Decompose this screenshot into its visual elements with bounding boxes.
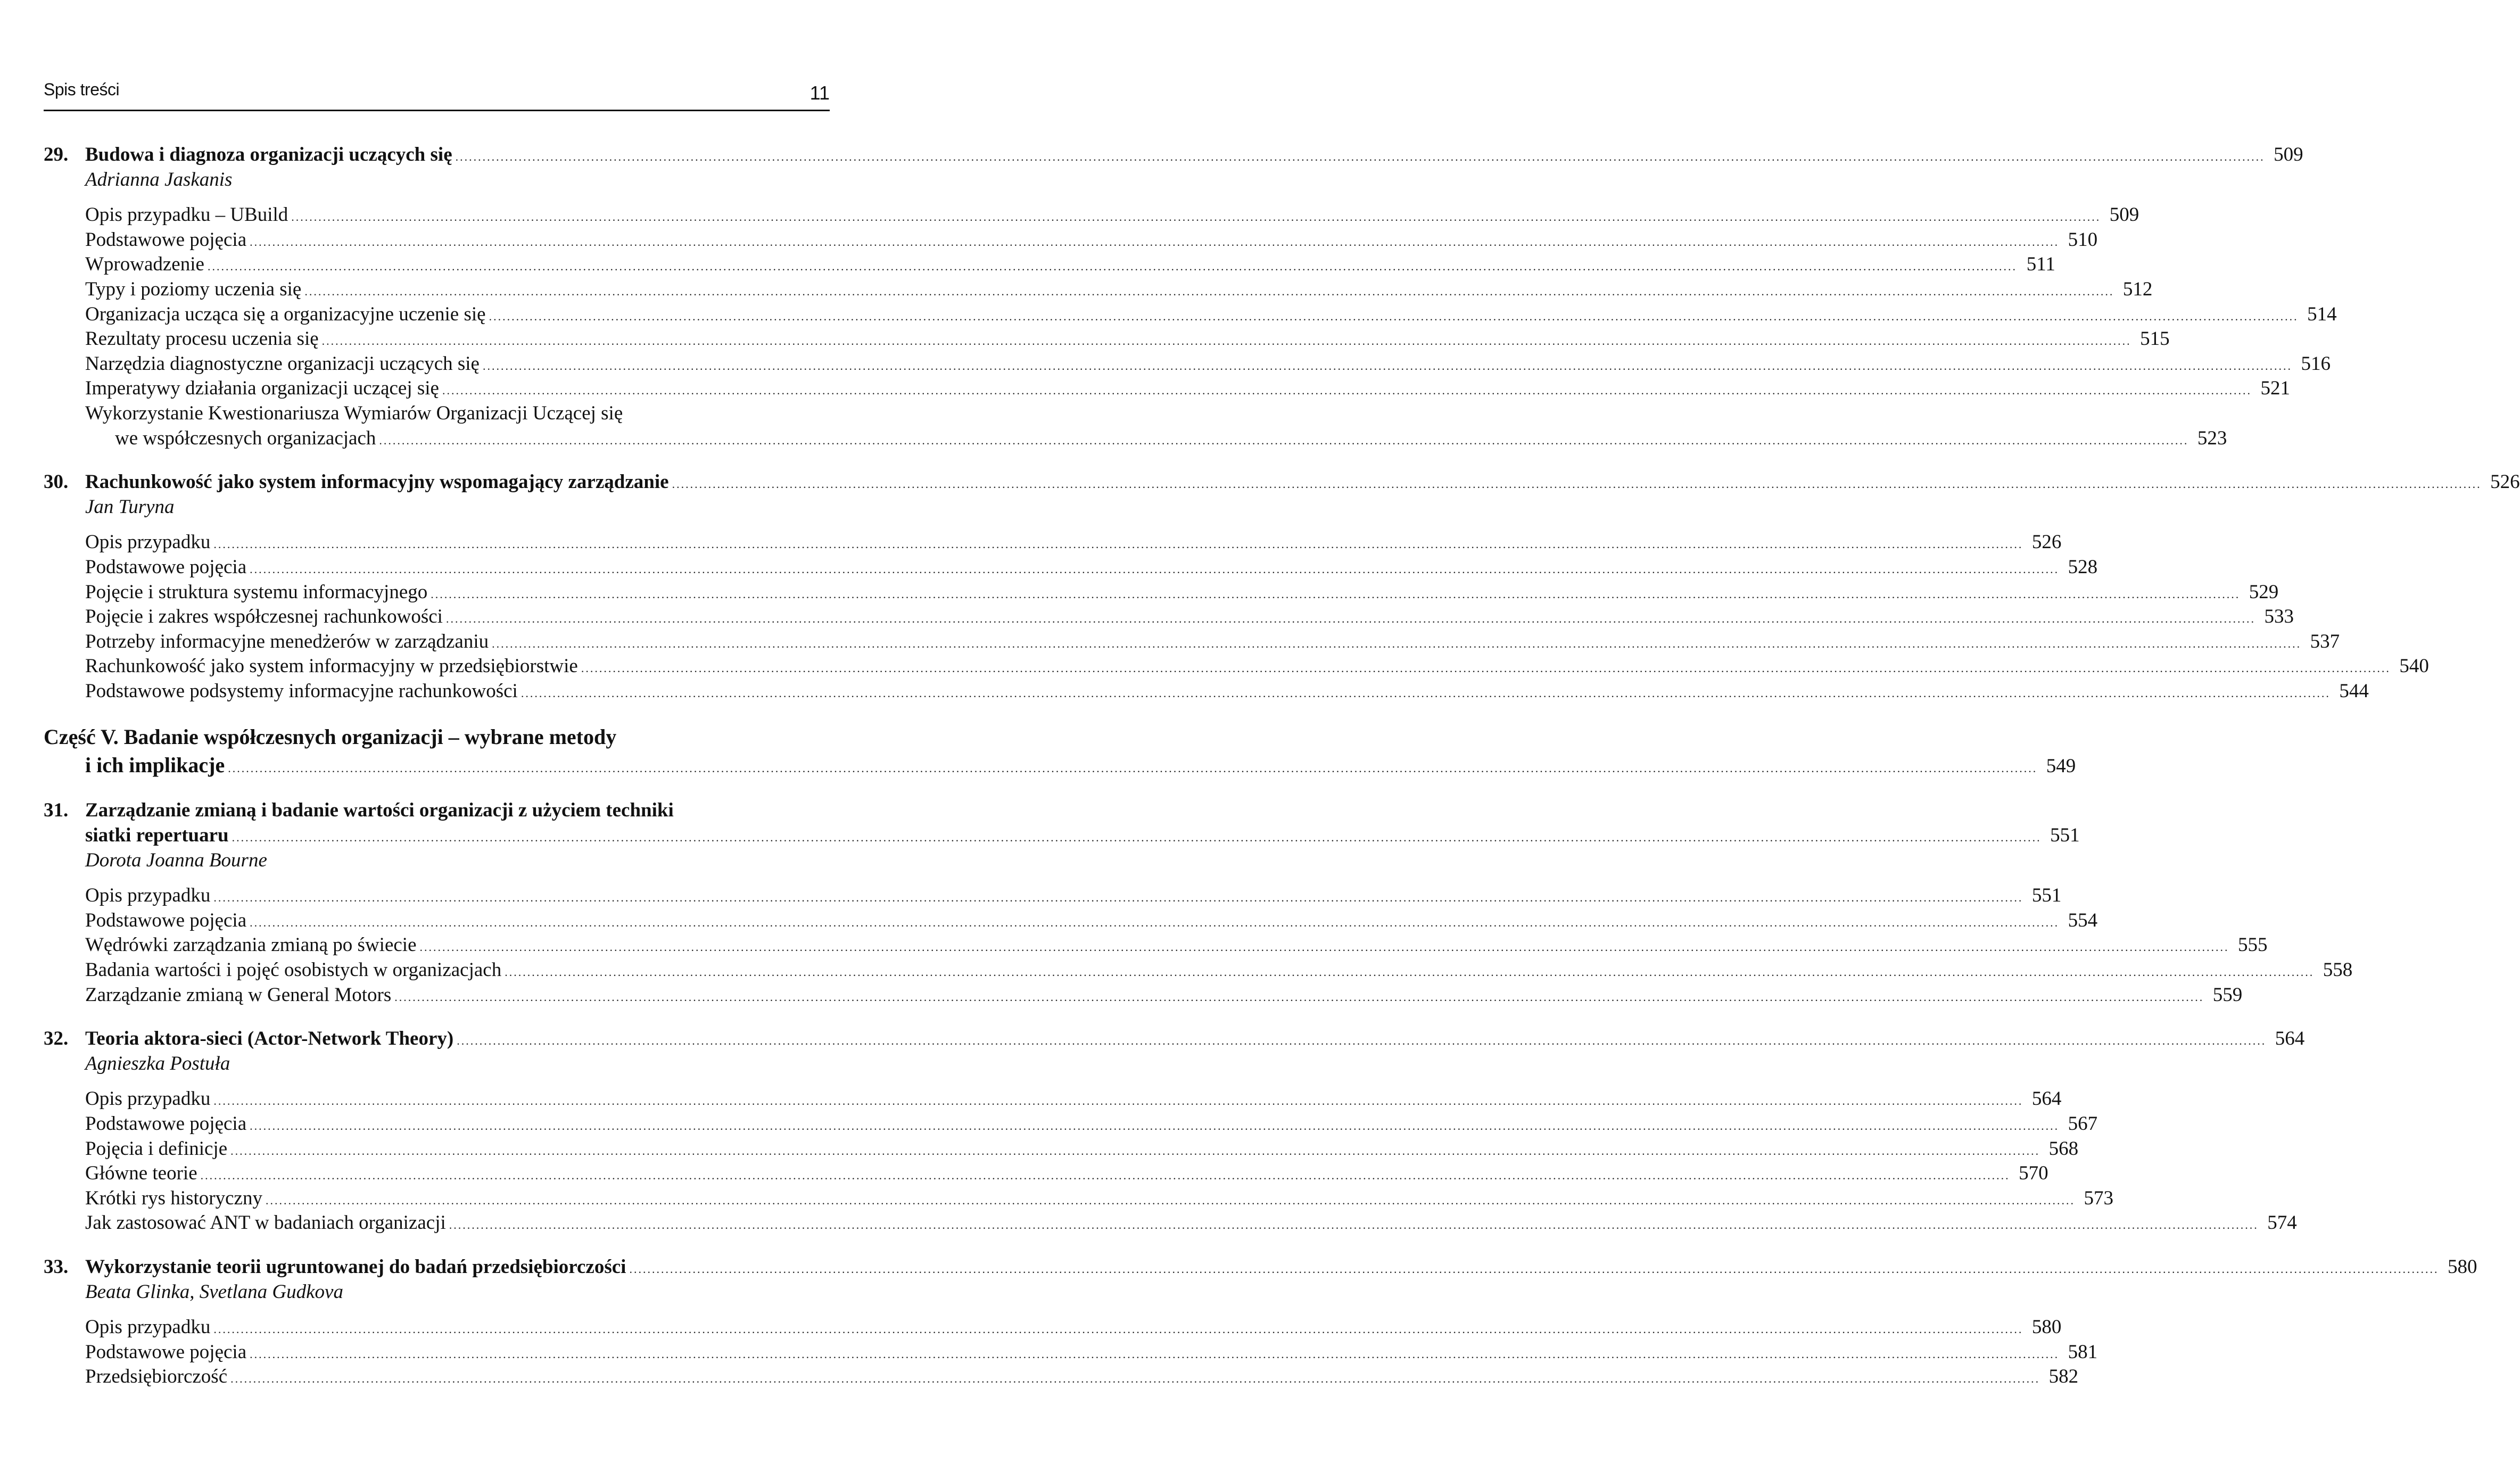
item-label: Pojęcia i definicje: [85, 1137, 228, 1160]
dot-leader: ................................................................................................................................................................................................................................................................................................................................................................................................................: [228, 762, 2038, 775]
chapter-title: Rachunkowość jako system informacyjny wspomagający zarządzanie: [85, 471, 669, 493]
chapter-entry: [44, 143, 2337, 451]
toc-row: [44, 1315, 2062, 1340]
item-label: Opis przypadku: [85, 885, 211, 907]
item-label: Opis przypadku: [85, 1316, 211, 1338]
dot-leader: ................................................................................................................................................................................................................................................................................................................................................................................................................: [492, 637, 2302, 650]
toc-row: [44, 1161, 2048, 1186]
chapter-author: Adrianna Jaskanis: [85, 168, 233, 191]
item-label: Pojęcie i zakres współczesnej rachunkowości: [85, 606, 443, 628]
dot-leader: ................................................................................................................................................................................................................................................................................................................................................................................................................: [265, 1193, 2075, 1207]
item-page: 551: [2031, 885, 2062, 907]
toc-row: [44, 376, 2290, 401]
toc-row: [44, 1027, 2305, 1052]
toc-row: [44, 654, 2429, 679]
item-label: Imperatywy działania organizacji uczącej się: [85, 377, 439, 400]
chapter-author: Jan Turyna: [85, 495, 175, 518]
chapter-entry: [44, 470, 2520, 704]
chapter-page: 526: [2490, 471, 2520, 493]
chapter-title: Zarządzanie zmianą i badanie wartości organizacji z użyciem techniki: [85, 799, 674, 822]
chapter-title: Budowa i diagnoza organizacji uczących się: [85, 144, 452, 166]
item-page: 510: [2068, 228, 2098, 251]
toc-row: [44, 470, 2520, 495]
dot-leader: ................................................................................................................................................................................................................................................................................................................................................................................................................: [457, 1034, 2267, 1048]
toc-row: [44, 1112, 2098, 1137]
chapter-number: 32.: [44, 1028, 69, 1050]
toc-row: [44, 1211, 2297, 1236]
page-number: 11: [809, 82, 830, 104]
item-label: Organizacja ucząca się a organizacyjne uczenie się: [85, 303, 486, 325]
item-page: 559: [2212, 983, 2243, 1006]
item-page: 558: [2323, 959, 2353, 981]
dot-leader: ................................................................................................................................................................................................................................................................................................................................................................................................................: [304, 284, 2114, 298]
chapter-page: 580: [2447, 1255, 2477, 1278]
dot-leader: ................................................................................................................................................................................................................................................................................................................................................................................................................: [291, 210, 2101, 224]
dot-leader: ................................................................................................................................................................................................................................................................................................................................................................................................................: [213, 891, 2023, 905]
dot-leader: ................................................................................................................................................................................................................................................................................................................................................................................................................: [213, 1094, 2023, 1108]
toc-row: [44, 1340, 2098, 1365]
dot-leader: ................................................................................................................................................................................................................................................................................................................................................................................................................: [230, 1144, 2040, 1158]
toc-row: [44, 580, 2279, 605]
item-page: 580: [2031, 1316, 2062, 1338]
dot-leader: ................................................................................................................................................................................................................................................................................................................................................................................................................: [672, 477, 2482, 491]
dot-leader: ................................................................................................................................................................................................................................................................................................................................................................................................................: [379, 433, 2189, 447]
toc-row: [44, 1052, 830, 1077]
dot-leader: ................................................................................................................................................................................................................................................................................................................................................................................................................: [321, 334, 2131, 348]
part-heading: [44, 723, 2076, 779]
chapter-author: Beata Glinka, Svetlana Gudkova: [85, 1280, 343, 1303]
item-page: 573: [2084, 1187, 2113, 1209]
item-label: Podstawowe pojęcia: [85, 1341, 247, 1363]
dot-leader: ................................................................................................................................................................................................................................................................................................................................................................................................................: [629, 1262, 2439, 1276]
item-label: Wprowadzenie: [85, 253, 204, 276]
item-label: Podstawowe podsystemy informacyjne rachunkowości: [85, 680, 518, 702]
header-title: Spis treści: [44, 80, 120, 99]
dot-leader: ................................................................................................................................................................................................................................................................................................................................................................................................................: [250, 562, 2060, 576]
dot-leader: ................................................................................................................................................................................................................................................................................................................................................................................................................: [213, 1323, 2023, 1336]
chapter-title: Część V. Badanie współczesnych organizacji – wybrane metody: [44, 725, 617, 749]
item-label: Pojęcie i struktura systemu informacyjnego: [85, 581, 428, 603]
dot-leader: ................................................................................................................................................................................................................................................................................................................................................................................................................: [207, 260, 2017, 274]
item-page: 568: [2048, 1137, 2079, 1160]
chapter-entry: [44, 1255, 2477, 1390]
chapter-page: 509: [2274, 144, 2303, 166]
toc-row: [44, 530, 2062, 555]
toc-row: [44, 203, 2139, 228]
item-label: Opis przypadku: [85, 531, 211, 553]
toc-row: [44, 983, 2243, 1008]
toc-row: [44, 327, 2170, 352]
item-page: 511: [2026, 253, 2055, 276]
item-page: 540: [2399, 655, 2429, 677]
item-label: Potrzeby informacyjne menedżerów w zarządzaniu: [85, 630, 489, 652]
table-of-contents: [44, 143, 2520, 1409]
chapter-number: 29.: [44, 144, 69, 166]
toc-row: [44, 277, 2153, 302]
item-label: Krótki rys historyczny: [85, 1187, 262, 1209]
item-page: 512: [2122, 278, 2153, 300]
toc-row: [44, 555, 2098, 580]
item-page: 523: [2197, 427, 2227, 449]
dot-leader: ................................................................................................................................................................................................................................................................................................................................................................................................................: [250, 1347, 2060, 1361]
item-page: 537: [2310, 630, 2340, 652]
dot-leader: ................................................................................................................................................................................................................................................................................................................................................................................................................: [250, 235, 2060, 249]
toc-row: [44, 933, 2268, 958]
toc-row: [44, 823, 2080, 848]
dot-leader: ................................................................................................................................................................................................................................................................................................................................................................................................................: [431, 587, 2241, 601]
dot-leader: ................................................................................................................................................................................................................................................................................................................................................................................................................: [200, 1169, 2010, 1183]
item-label: Opis przypadku: [85, 1088, 211, 1110]
item-page: 533: [2264, 606, 2294, 628]
toc-row: [44, 1087, 2062, 1112]
item-page: 528: [2068, 556, 2098, 578]
item-label: Rezultaty procesu uczenia się: [85, 328, 319, 350]
dot-leader: ................................................................................................................................................................................................................................................................................................................................................................................................................: [230, 1372, 2040, 1386]
chapter-page: 549: [2046, 755, 2076, 778]
toc-row: [44, 1186, 2113, 1211]
item-label: Narzędzia diagnostyczne organizacji uczących się: [85, 352, 480, 375]
toc-row: [44, 605, 2294, 630]
dot-leader: ................................................................................................................................................................................................................................................................................................................................................................................................................: [482, 359, 2292, 373]
item-page: 581: [2068, 1341, 2098, 1363]
toc-row: [44, 426, 2227, 451]
toc-row: [44, 401, 830, 426]
item-label: Podstawowe pojęcia: [85, 909, 247, 931]
item-page: 570: [2019, 1162, 2048, 1185]
toc-row: [44, 798, 830, 823]
toc-row: [44, 908, 2098, 933]
item-page: 526: [2031, 531, 2062, 553]
toc-row: [44, 495, 830, 520]
toc-row: [44, 883, 2062, 908]
item-label: Wędrówki zarządzania zmianą po świecie: [85, 934, 417, 956]
dot-leader: ................................................................................................................................................................................................................................................................................................................................................................................................................: [581, 662, 2391, 675]
item-label: Podstawowe pojęcia: [85, 556, 247, 578]
toc-row: [44, 302, 2337, 327]
dot-leader: ................................................................................................................................................................................................................................................................................................................................................................................................................: [250, 915, 2060, 929]
item-label: Podstawowe pojęcia: [85, 1113, 247, 1135]
dot-leader: ................................................................................................................................................................................................................................................................................................................................................................................................................: [505, 965, 2315, 979]
toc-row: [44, 723, 830, 751]
toc-row: [44, 228, 2098, 253]
toc-row: [44, 1137, 2079, 1162]
item-label: Główne teorie: [85, 1162, 197, 1185]
item-page: 574: [2267, 1212, 2297, 1234]
chapter-entry: [44, 1027, 2305, 1236]
dot-leader: ................................................................................................................................................................................................................................................................................................................................................................................................................: [442, 384, 2252, 398]
dot-leader: ................................................................................................................................................................................................................................................................................................................................................................................................................: [455, 150, 2265, 163]
toc-row: [44, 1280, 830, 1305]
item-page: 515: [2140, 328, 2170, 350]
chapter-author: Agnieszka Postuła: [85, 1052, 230, 1074]
dot-leader: ................................................................................................................................................................................................................................................................................................................................................................................................................: [419, 940, 2229, 954]
chapter-page: 551: [2050, 824, 2080, 847]
chapter-entry: [44, 798, 2353, 1007]
item-label: Rachunkowość jako system informacyjny w przedsiębiorstwie: [85, 655, 578, 677]
item-page: 529: [2249, 581, 2279, 603]
item-label: Podstawowe pojęcia: [85, 228, 247, 251]
dot-leader: ................................................................................................................................................................................................................................................................................................................................................................................................................: [520, 686, 2331, 700]
item-page: 514: [2307, 303, 2337, 325]
dot-leader: ................................................................................................................................................................................................................................................................................................................................................................................................................: [250, 1119, 2060, 1133]
chapter-title: Teoria aktora-sieci (Actor-Network Theory): [85, 1028, 454, 1050]
toc-row: [44, 143, 2303, 168]
toc-row: [44, 679, 2369, 704]
item-page: 555: [2238, 934, 2268, 956]
toc-row: [44, 958, 2353, 983]
dot-leader: ................................................................................................................................................................................................................................................................................................................................................................................................................: [489, 309, 2299, 323]
chapter-page: 564: [2275, 1028, 2305, 1050]
toc-row: [44, 1365, 2079, 1390]
chapter-number: 30.: [44, 471, 69, 493]
toc-row: [44, 630, 2340, 655]
item-page: 554: [2068, 909, 2098, 931]
dot-leader: ................................................................................................................................................................................................................................................................................................................................................................................................................: [445, 612, 2255, 626]
item-page: 544: [2339, 680, 2369, 702]
item-label: Badania wartości i pojęć osobistych w organizacjach: [85, 959, 502, 981]
toc-row: [44, 751, 2076, 779]
chapter-title: siatki repertuaru: [85, 824, 229, 847]
toc-row: [44, 252, 2055, 277]
item-page: 509: [2109, 204, 2139, 226]
item-label: Wykorzystanie Kwestionariusza Wymiarów Organizacji Uczącej się: [85, 402, 623, 424]
chapter-number: 31.: [44, 799, 69, 822]
item-page: 516: [2301, 352, 2331, 375]
chapter-author: Dorota Joanna Bourne: [85, 849, 267, 871]
item-label: Typy i poziomy uczenia się: [85, 278, 302, 300]
item-page: 564: [2031, 1088, 2062, 1110]
item-label-continuation: we współczesnych organizacjach: [115, 427, 376, 449]
dot-leader: ................................................................................................................................................................................................................................................................................................................................................................................................................: [394, 990, 2204, 1004]
toc-row: [44, 1255, 2477, 1280]
item-label: Opis przypadku – UBuild: [85, 204, 288, 226]
item-page: 521: [2260, 377, 2290, 400]
toc-row: [44, 848, 830, 873]
chapter-title: i ich implikacje: [85, 753, 225, 778]
running-header: [44, 75, 830, 111]
toc-row: [44, 168, 830, 193]
item-label: Zarządzanie zmianą w General Motors: [85, 983, 392, 1006]
toc-row: [44, 352, 2331, 377]
item-page: 567: [2068, 1113, 2098, 1135]
chapter-number: 33.: [44, 1255, 69, 1278]
dot-leader: ................................................................................................................................................................................................................................................................................................................................................................................................................: [232, 831, 2042, 845]
item-label: Przedsiębiorczość: [85, 1366, 228, 1388]
item-page: 582: [2048, 1366, 2079, 1388]
item-label: Jak zastosować ANT w badaniach organizacji: [85, 1212, 446, 1234]
dot-leader: ................................................................................................................................................................................................................................................................................................................................................................................................................: [449, 1218, 2259, 1232]
chapter-title: Wykorzystanie teorii ugruntowanej do badań przedsiębiorczości: [85, 1255, 626, 1278]
dot-leader: ................................................................................................................................................................................................................................................................................................................................................................................................................: [213, 538, 2023, 551]
